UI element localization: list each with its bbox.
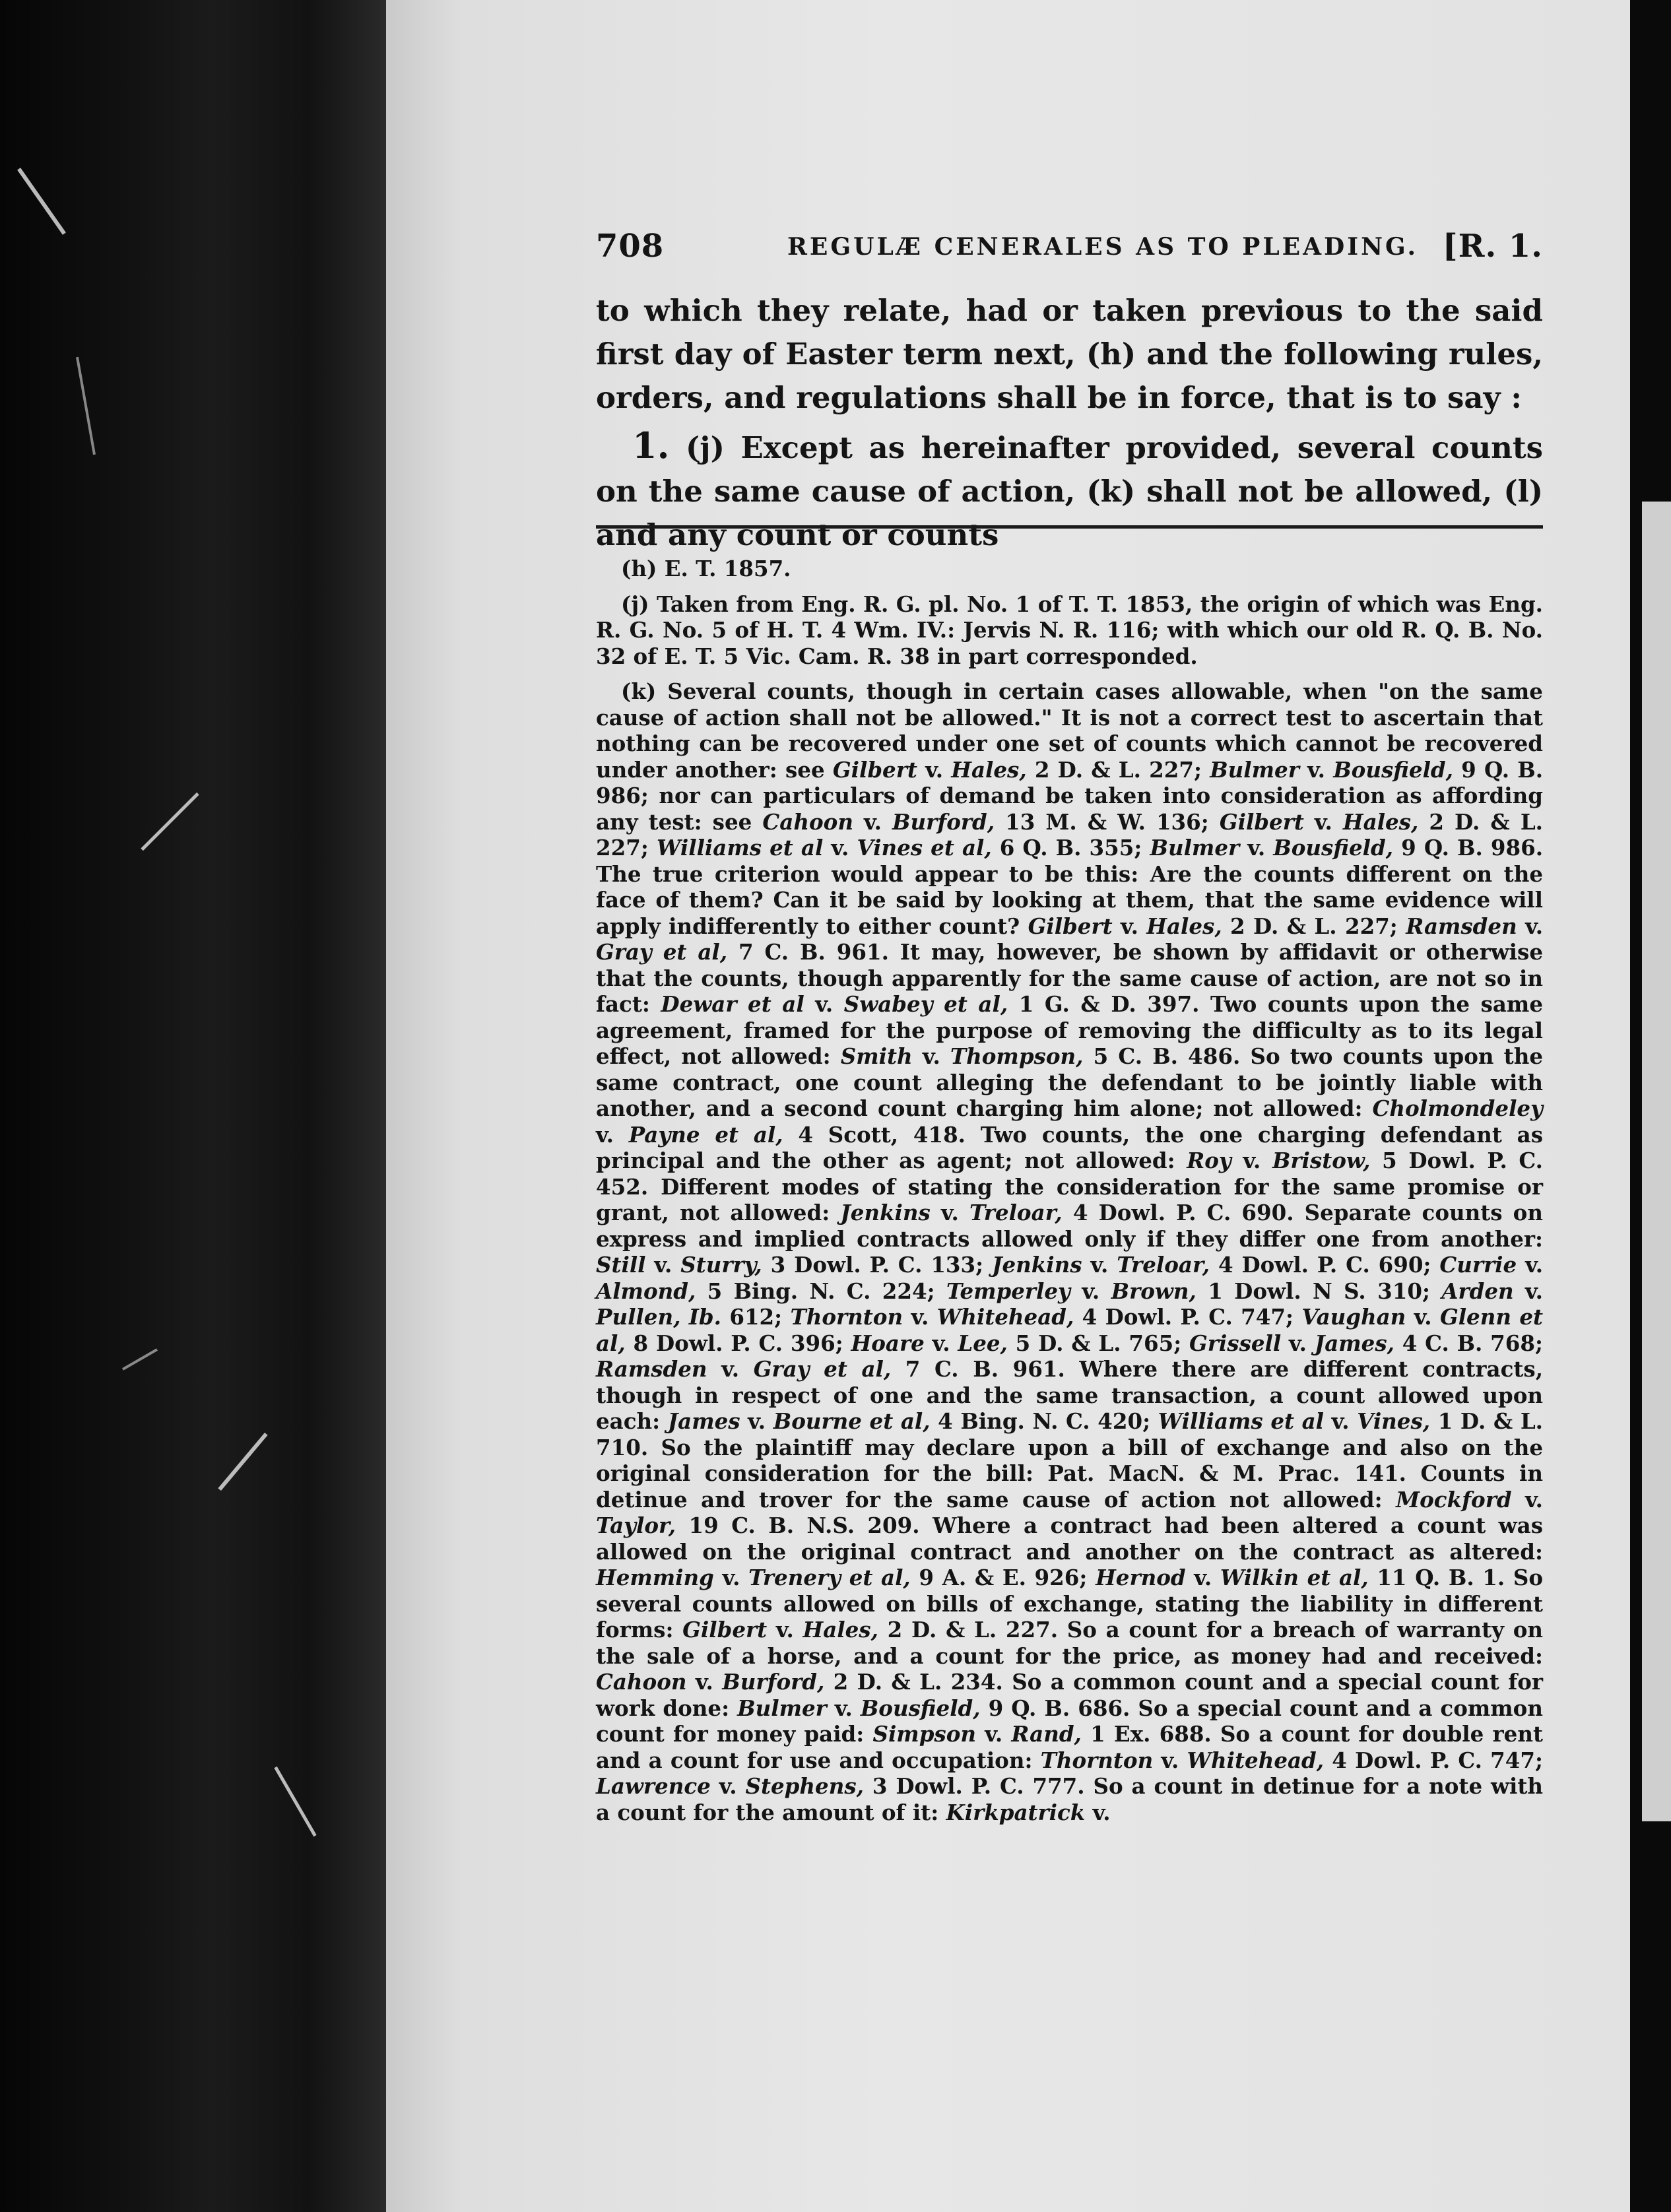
case-name: Ramsden — [596, 1356, 707, 1382]
case-name: Gray et al, — [753, 1356, 892, 1382]
footnote-text: 4 Dowl. P. C. 747; — [1074, 1304, 1302, 1330]
main-text — [596, 289, 1543, 557]
footnote-text: 5 Bing. N. C. 224; — [696, 1278, 946, 1304]
case-name: Roy — [1187, 1148, 1231, 1173]
footnote-text: v. — [1324, 1408, 1358, 1434]
case-name: Dewar et al — [661, 991, 804, 1017]
footnote-text: v. — [1153, 1747, 1187, 1773]
case-name: Payne et al, — [628, 1121, 783, 1148]
footnote-text: v. — [1231, 1148, 1272, 1173]
case-name: Hernod — [1096, 1565, 1186, 1590]
footnote-text: v. — [1070, 1278, 1111, 1304]
footnote-text: v. — [686, 1669, 723, 1695]
case-name: Thompson, — [950, 1043, 1084, 1069]
footnote-text: 8 Dowl. P. C. 396; — [625, 1330, 851, 1356]
case-name: Bulmer — [737, 1695, 827, 1721]
footnote-text: 7 C. B. 961. Where there are different contracts, though in respect of one and the same transaction, a count allowed upon each: — [596, 1356, 1544, 1434]
rule-paragraph — [596, 424, 1543, 557]
case-name: Vines, — [1357, 1408, 1431, 1434]
case-name: Jenkins — [992, 1252, 1082, 1278]
footnote-text: 1 Ex. 688. So a count for double rent and a count for use and occupation: — [596, 1721, 1543, 1773]
case-name: Sturry, — [680, 1252, 762, 1278]
footnote-h: (h) E. T. 1857. — [621, 556, 791, 581]
case-name: Gray et al, — [596, 939, 728, 965]
case-name: Hoare — [851, 1330, 925, 1356]
case-name: James — [667, 1408, 740, 1434]
footnote-text: 5 D. & L. 765; — [1007, 1330, 1190, 1356]
footnote-text: v. — [917, 756, 952, 783]
case-name: James, — [1314, 1330, 1394, 1356]
case-name: Currie — [1439, 1252, 1517, 1278]
case-name: Hales, — [951, 756, 1027, 783]
footnote-text: v. — [1082, 1252, 1117, 1278]
case-name: Rand, — [1011, 1721, 1082, 1747]
case-name: Simpson — [872, 1721, 977, 1747]
case-name: Thornton — [790, 1304, 903, 1330]
footnote-text: v. — [1085, 1799, 1111, 1825]
footnote-text: 612; — [721, 1304, 791, 1330]
footnote-text: 19 C. B. N.S. 209. Where a contract had been altered a count was allowed on the original contract and another on the contract as altered: — [596, 1513, 1543, 1565]
binding-scratch — [141, 793, 199, 851]
footnote-text: v. — [1299, 756, 1334, 783]
footnote-text: 2 D. & L. 227. So a count for a breach of warranty on the sale of a horse, and a count for the price, as money had and received: — [596, 1617, 1544, 1669]
footnote-text: 3 Dowl. P. C. 777. So a count in detinue for a note with a count for the amount of it: — [596, 1773, 1543, 1825]
footnote-text: v. — [740, 1408, 773, 1434]
case-name: Vaughan — [1301, 1304, 1406, 1330]
footnote-text: 1 Dowl. N S. 310; — [1196, 1278, 1442, 1304]
running-head-title: REGULÆ CENERALES AS TO PLEADING. — [787, 233, 1418, 261]
footnote-text: 6 Q. B. 355; — [991, 835, 1150, 861]
case-name: Gilbert — [832, 756, 917, 783]
footnote-text: 13 M. & W. 136; — [995, 808, 1220, 835]
footnote-text: 1 G. & D. 397. Two counts upon the same agreement, framed for the purpose of removing the difficulty as to its legal effect, not allowed: — [596, 991, 1543, 1069]
case-name: Jenkins — [840, 1200, 931, 1225]
case-name: Williams et al — [1158, 1408, 1325, 1434]
footnote-text: v. — [823, 835, 857, 861]
footnote-text: 9 Q. B. 986. The true criterion would appear to be this: Are the counts different on the face of them? Can it be said by looking at them, that the same evidence will apply indifferently to either count? — [596, 835, 1544, 939]
footnote-text: v. — [1281, 1330, 1315, 1356]
case-name: Burford, — [892, 808, 995, 835]
footnote-k — [596, 678, 1543, 1825]
binding-scratch — [274, 1767, 316, 1837]
footnote-text: 5 Dowl. P. C. 452. Different modes of stating the consideration for the same promise or grant, not allowed: — [596, 1148, 1543, 1225]
footnote-text: v. — [710, 1773, 746, 1799]
footnote-text: 7 C. B. 961. It may, however, be shown by affidavit or otherwise that the counts, though apparently for the same cause of action, are not so in fact: — [596, 939, 1543, 1017]
case-name: Bristow, — [1272, 1148, 1371, 1173]
footnote-text: v. — [645, 1252, 681, 1278]
case-name: Wilkin et al, — [1220, 1565, 1369, 1590]
facing-page-sliver — [1642, 502, 1671, 1821]
footnote-text: 9 Q. B. 986; nor can particulars of demand be taken into consideration as affording any test: see — [596, 756, 1544, 835]
footnotes — [596, 556, 1543, 1835]
main-paragraph: to which they relate, had or taken previous to the said first day of Easter term next, (h) and the following rules, orders, and regulations shall be in force, that is to say : — [596, 293, 1543, 415]
footnote-text: v. — [1112, 913, 1147, 939]
facing-page-edge — [1630, 0, 1671, 2212]
case-name: Bulmer — [1150, 835, 1240, 861]
case-name: Hales, — [1146, 913, 1222, 939]
footnote-text: 4 C. B. 768; — [1394, 1330, 1544, 1356]
case-name: Treloar, — [969, 1200, 1063, 1225]
footnote-text: 4 Bing. N. C. 420; — [930, 1408, 1158, 1434]
case-name: Swabey et al, — [843, 991, 1008, 1017]
footnote-j: (j) Taken from Eng. R. G. pl. No. 1 of T. T. 1853, the origin of which was Eng. R. G. No. 5 of H. T. 4 Wm. IV.: Jervis N. R. 116; with which our old R. Q. B. No. 32 of E. T. 5 Vic. Cam. R. 38 in part corresponded. — [596, 591, 1543, 669]
case-name: Still — [596, 1252, 646, 1278]
case-name: Hemming — [596, 1565, 714, 1590]
case-name: Mockford — [1396, 1486, 1512, 1513]
binding-scratch — [76, 357, 96, 455]
footnote-text: v. — [1513, 1278, 1543, 1304]
footnote-text: v. — [930, 1200, 969, 1225]
rule-text: (j) Except as hereinafter provided, several counts on the same cause of action, (k) shall not be allowed, (l) and any count or counts — [596, 430, 1544, 552]
footnote-text: 2 D. & L. 227; — [1026, 756, 1210, 783]
footnote-text: (k) Several counts, though in certain cases allowable, when "on the same cause of action shall not be allowed." It is not a correct test to ascertain that nothing can be recovered under one set of counts which cannot be recovered under another: see — [596, 678, 1543, 783]
case-name: Vines et al, — [857, 835, 992, 861]
footnote-text: v. — [826, 1695, 861, 1721]
case-name: Arden — [1441, 1278, 1514, 1304]
case-name: Bousfield, — [1273, 835, 1394, 861]
case-name: Glenn et al, — [596, 1304, 1544, 1356]
page-number: 708 — [596, 228, 665, 265]
footnote-text: 2 D. & L. 234. So a common count and a special count for work done: — [596, 1669, 1543, 1721]
case-name: Bourne et al, — [773, 1408, 931, 1434]
book-binding-gutter — [0, 0, 386, 2212]
case-name: Kirkpatrick — [946, 1799, 1086, 1825]
case-name: Stephens, — [745, 1773, 864, 1799]
footnote-text: v. — [903, 1304, 937, 1330]
case-name: Cholmondeley — [1372, 1095, 1543, 1121]
footnote-text: 3 Dowl. P. C. 133; — [762, 1252, 993, 1278]
case-name: Pullen, Ib. — [596, 1304, 721, 1330]
footnote-text: 4 Dowl. P. C. 690; — [1210, 1252, 1440, 1278]
case-name: Cahoon — [762, 808, 853, 835]
case-name: Hales, — [803, 1617, 878, 1643]
rule-reference: [R. 1. — [1442, 228, 1543, 265]
footnote-text: 9 A. & E. 926; — [910, 1565, 1096, 1590]
footnote-divider — [596, 525, 1543, 529]
footnote-text: 4 Dowl. P. C. 747; — [1324, 1747, 1543, 1773]
case-name: Lee, — [958, 1330, 1008, 1356]
case-name: Taylor, — [596, 1513, 676, 1538]
footnote-text: v. — [1511, 1486, 1543, 1513]
case-name: Bulmer — [1210, 756, 1299, 783]
footnote-text: 11 Q. B. 1. So several counts allowed on bills of exchange, stating the liability in different forms: — [596, 1565, 1544, 1643]
binding-scratch — [218, 1433, 267, 1491]
book-page — [386, 0, 1630, 2212]
rule-number: 1. — [632, 424, 670, 467]
case-name: Cahoon — [596, 1669, 687, 1695]
binding-scratch — [122, 1348, 158, 1370]
case-name: Bousfield, — [860, 1695, 981, 1721]
binding-scratch — [17, 168, 66, 235]
case-name: Lawrence — [596, 1773, 711, 1799]
footnote-text: 2 D. & L. 227; — [596, 808, 1543, 861]
case-name: Gilbert — [682, 1617, 768, 1643]
footnote-text: v. — [596, 1121, 629, 1148]
footnote-text: 1 D. & L. 710. So the plaintiff may declare upon a bill of exchange and also on the original consideration for the bill: Pat. MacN. & M. Prac. 141. Counts in detinue and trover for the same cause of action not allowed: — [596, 1408, 1543, 1513]
case-name: Whitehead, — [1187, 1747, 1325, 1773]
case-name: Grissell — [1189, 1330, 1282, 1356]
case-name: Trenery et al, — [748, 1565, 911, 1590]
footnote-text: v. — [1239, 835, 1274, 861]
footnote-text: v. — [976, 1721, 1012, 1747]
case-name: Bousfield, — [1333, 756, 1453, 783]
footnote-text: v. — [1517, 913, 1544, 939]
case-name: Whitehead, — [936, 1304, 1074, 1330]
case-name: Almond, — [596, 1278, 696, 1304]
footnote-text: v. — [1406, 1304, 1440, 1330]
case-name: Smith — [840, 1043, 913, 1069]
case-name: Ramsden — [1406, 913, 1517, 939]
running-header — [596, 228, 1543, 267]
footnote-text: 2 D. & L. 227; — [1222, 913, 1406, 939]
footnote-text: v. — [924, 1330, 958, 1356]
case-name: Burford, — [722, 1669, 825, 1695]
footnote-text: v. — [1303, 808, 1343, 835]
footnote-text: 5 C. B. 486. So two counts upon the same contract, one count alleging the defendant to be jointly liable with another, and a second count charging him alone; not allowed: — [596, 1043, 1544, 1121]
footnote-text: v. — [804, 991, 844, 1017]
footnote-text: v. — [707, 1356, 754, 1382]
footnote-text: 4 Dowl. P. C. 690. Separate counts on express and implied contracts allowed only if they differ one from another: — [596, 1200, 1543, 1252]
case-name: Treloar, — [1117, 1252, 1210, 1278]
footnote-text: v. — [767, 1617, 803, 1643]
footnote-text: v. — [713, 1565, 749, 1590]
footnote-text: v. — [853, 808, 892, 835]
case-name: Thornton — [1040, 1747, 1154, 1773]
case-name: Gilbert — [1219, 808, 1304, 835]
footnote-text: v. — [1517, 1252, 1544, 1278]
footnote-text: 9 Q. B. 686. So a special count and a common count for money paid: — [596, 1695, 1543, 1747]
footnote-text: v. — [1185, 1565, 1220, 1590]
case-name: Williams et al — [656, 835, 824, 861]
footnote-text: v. — [912, 1043, 950, 1069]
case-name: Temperley — [946, 1278, 1070, 1304]
footnote-text: 4 Scott, 418. Two counts, the one charging defendant as principal and the other as agent; not allowed: — [596, 1121, 1543, 1173]
case-name: Hales, — [1342, 808, 1419, 835]
case-name: Brown, — [1111, 1278, 1196, 1304]
case-name: Gilbert — [1028, 913, 1113, 939]
